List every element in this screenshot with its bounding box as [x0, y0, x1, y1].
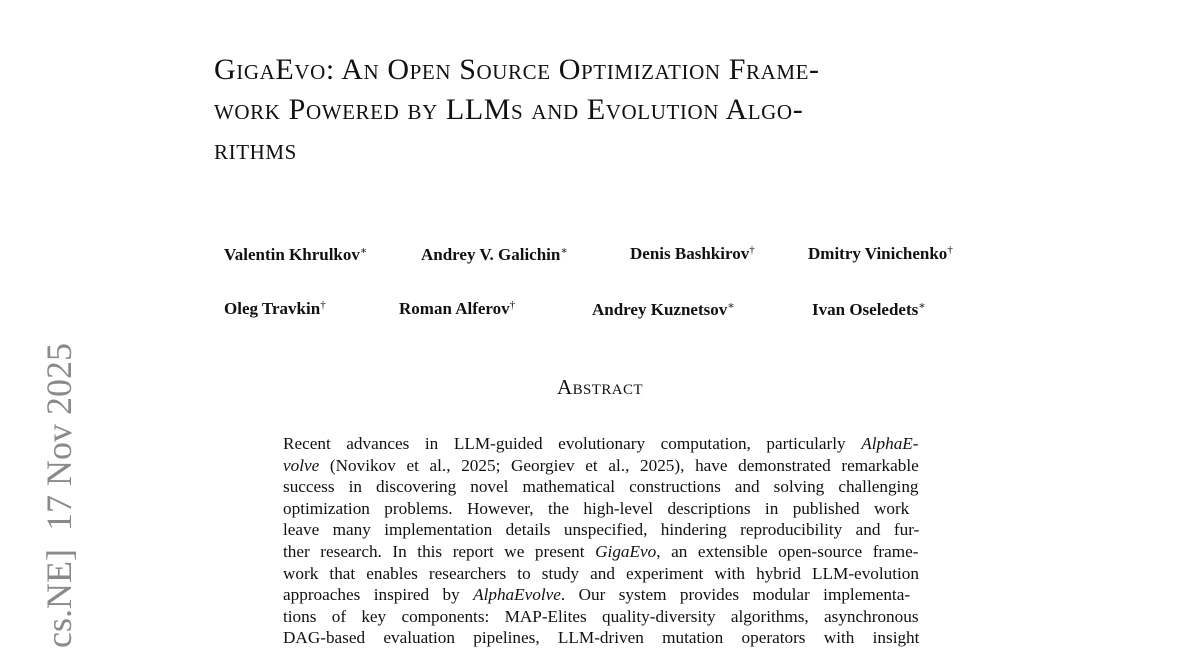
author: [399, 299, 515, 319]
author-affiliation-mark: †: [749, 244, 755, 256]
title-line: rithms: [214, 133, 297, 166]
author: [630, 244, 755, 264]
abstract-italic-term: AlphaEvolve: [473, 585, 561, 605]
title-line: GigaEvo: An Open Source Optimization Frame-: [214, 53, 820, 86]
abstract-line: optimization problems. However, the high-level descriptions in published work: [283, 498, 910, 518]
author-name: Roman Alferov: [399, 299, 510, 318]
author-affiliation-mark: ∗: [359, 245, 368, 257]
abstract-line: work that enables researchers to study and experiment with hybrid LLM-evolution: [283, 563, 919, 583]
author: [808, 244, 953, 264]
author: [224, 244, 367, 265]
abstract-italic-term: volve: [283, 455, 320, 475]
abstract-line: leave many implementation details unspecified, hindering reproducibility and fur-: [283, 520, 920, 540]
author: [421, 244, 568, 265]
author-affiliation-mark: ∗: [560, 245, 568, 257]
arxiv-date: 17 Nov 2025: [39, 343, 79, 532]
abstract-line: Recent advances in LLM-guided evolutionary computation, particularly AlphaE-: [283, 434, 919, 453]
author-affiliation-mark: †: [947, 244, 953, 256]
arxiv-side-stamp: [30, 322, 80, 648]
abstract-line: volve (Novikov et al., 2025; Georgiev et al., 2025), have demonstrated remarkable: [283, 455, 919, 475]
paper-title: [214, 50, 994, 170]
arxiv-identifier: cs.NE]: [39, 549, 79, 648]
abstract-italic-term: GigaEvo: [595, 541, 657, 561]
author-affiliation-mark: †: [320, 299, 326, 311]
author-affiliation-mark: †: [509, 299, 516, 311]
title-line: work Powered by LLMs and Evolution Algo-: [214, 93, 804, 126]
author-name: Oleg Travkin: [224, 299, 321, 318]
author-name: Valentin Khrulkov: [224, 245, 360, 264]
abstract-line: ther research. In this report we present GigaEvo, an extensible open-source frame-: [283, 541, 919, 561]
author-affiliation-mark: ∗: [918, 300, 926, 312]
author-name: Andrey Kuznetsov: [592, 300, 728, 319]
author: [812, 299, 926, 320]
abstract-heading: Abstract: [557, 375, 643, 399]
abstract-line: tions of key components: MAP-Elites quality-diversity algorithms, asynchronous: [283, 606, 919, 626]
abstract-line: approaches inspired by AlphaEvolve. Our system provides modular implementa-: [283, 585, 911, 605]
abstract-body: [283, 433, 919, 649]
abstract-italic-term: AlphaE-: [861, 434, 919, 453]
abstract-line: success in discovering novel mathematical constructions and solving challenging: [283, 477, 919, 497]
author: [592, 299, 735, 320]
author-name: Denis Bashkirov: [630, 244, 750, 263]
author-affiliation-mark: ∗: [727, 300, 735, 312]
author: [224, 299, 326, 319]
author-name: Ivan Oseledets: [812, 300, 919, 319]
author-name: Andrey V. Galichin: [421, 245, 561, 264]
author-name: Dmitry Vinichenko: [808, 244, 948, 263]
abstract-line: DAG-based evaluation pipelines, LLM-driven mutation operators with insight: [283, 628, 920, 648]
